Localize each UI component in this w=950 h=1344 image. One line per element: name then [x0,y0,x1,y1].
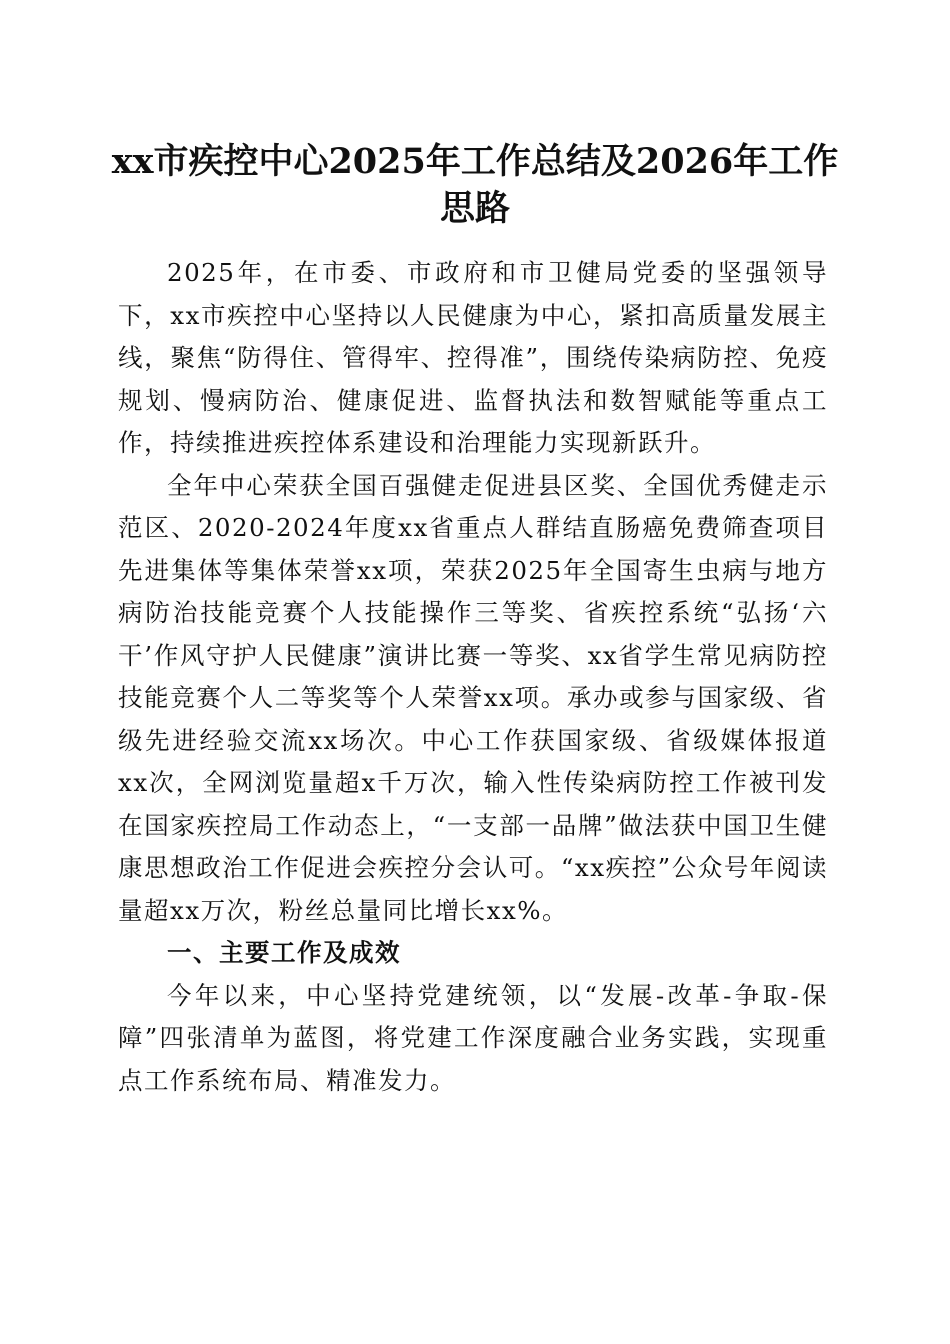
document-body [118,252,828,1102]
intro-paragraph: 2025年，在市委、市政府和市卫健局党委的坚强领导下，xx市疾控中心坚持以人民健康为中心，紧扣高质量发展主线，聚焦“防得住、管得牢、控得准”，围绕传染病防控、免疫规划、慢病防治、健康促进、监督执法和数智赋能等重点工作，持续推进疾控体系建设和治理能力实现新跃升。 [118,258,828,457]
document-title: xx市疾控中心2025年工作总结及2026年工作思路 [111,141,839,229]
section-heading: 一、主要工作及成效 [167,938,401,967]
section-paragraph: 今年以来，中心坚持党建统领，以“发展-改革-争取-保障”四张清单为蓝图，将党建工作深度融合业务实践，实现重点工作系统布局、精准发力。 [118,980,828,1095]
honors-paragraph: 全年中心荣获全国百强健走促进县区奖、全国优秀健走示范区、2020-2024年度xx省重点人群结直肠癌免费筛查项目先进集体等集体荣誉xx项，荣获2025年全国寄生虫病与地方病防治技能竞赛个人技能操作三等奖、省疾控系统“弘扬‘六干’作风守护人民健康”演讲比赛一等奖、xx省学生常见病防控技能竞赛个人二等奖等个人荣誉xx项。承办或参与国家级、省级先进经验交流xx场次。中心工作获国家级、省级媒体报道xx次，全网浏览量超x千万次，输入性传染病防控工作被刊发在国家疾控局工作动态上，“一支部一品牌”做法获中国卫生健康思想政治工作促进会疾控分会认可。“xx疾控”公众号年阅读量超xx万次，粉丝总量同比增长xx%。 [118,470,828,925]
